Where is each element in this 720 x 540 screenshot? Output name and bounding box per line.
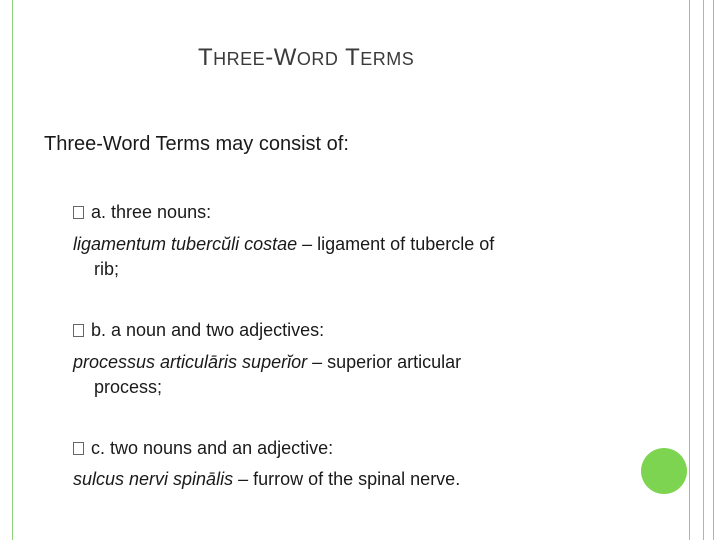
intro-text (44, 133, 349, 156)
translation: – superior articular (307, 352, 462, 372)
bullet-box-icon (73, 206, 84, 219)
example-b (73, 350, 613, 400)
intro-rest: may consist of: (209, 133, 349, 155)
right-border-line-1 (689, 0, 690, 540)
bullet-item-b: b. a noun and two adjectives: (73, 320, 324, 341)
intro-bold: Three-Word Terms (44, 133, 210, 155)
decorative-green-circle (641, 448, 687, 494)
latin-term: ligamentum tubercŭli costae (73, 234, 298, 254)
example-a (73, 232, 613, 282)
bullet-item-c: c. two nouns and an adjective: (73, 438, 333, 459)
right-border-line-2 (703, 0, 704, 540)
translation: – ligament of tubercle of (297, 234, 495, 254)
slide-title: THREE-WORD TERMS (198, 44, 415, 71)
translation: – furrow of the spinal nerve. (233, 469, 461, 489)
translation-continued: process; (94, 377, 163, 397)
latin-term: processus articulāris superĭor (73, 352, 308, 372)
bullet-box-icon (73, 442, 84, 455)
translation-continued: rib; (94, 259, 120, 279)
right-border-line-3 (713, 0, 714, 540)
bullet-item-a: a. three nouns: (73, 202, 211, 223)
example-c (73, 467, 613, 492)
latin-term: sulcus nervi spinālis (73, 469, 234, 489)
left-border-line (12, 0, 13, 540)
bullet-box-icon (73, 324, 84, 337)
